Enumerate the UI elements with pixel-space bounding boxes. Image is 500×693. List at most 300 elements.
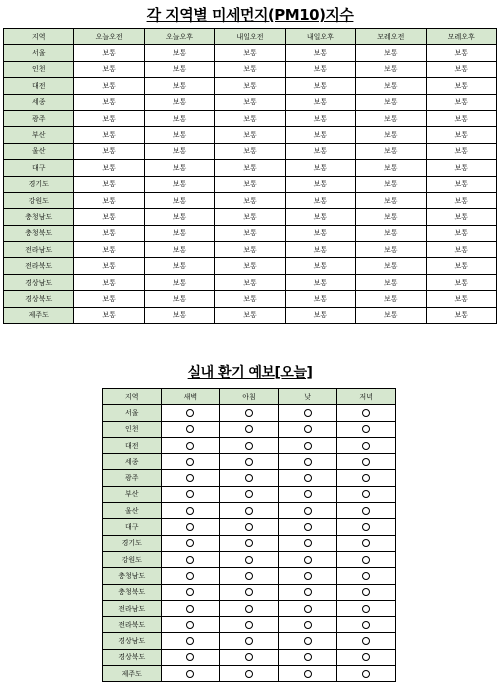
dust-value-cell: 보통 xyxy=(215,209,285,225)
dust-value-cell: 보통 xyxy=(426,258,496,274)
dust-header-cell: 내일오후 xyxy=(285,29,355,45)
circle-good-icon xyxy=(304,572,312,580)
circle-good-icon xyxy=(304,523,312,531)
dust-row xyxy=(4,61,497,77)
dust-value-cell: 보통 xyxy=(144,110,214,126)
dust-value-cell: 보통 xyxy=(285,61,355,77)
dust-table-title: 각 지역별 미세먼지(PM10)지수 xyxy=(146,6,354,24)
ventilation-value-cell xyxy=(161,421,220,437)
circle-good-icon xyxy=(304,425,312,433)
circle-good-icon xyxy=(186,425,194,433)
ventilation-value-cell xyxy=(161,584,220,600)
ventilation-row xyxy=(103,470,396,486)
ventilation-value-cell xyxy=(220,551,279,567)
dust-value-cell: 보통 xyxy=(285,274,355,290)
ventilation-header-cell: 낮 xyxy=(278,389,337,405)
dust-region-cell: 부산 xyxy=(4,127,74,143)
ventilation-value-cell xyxy=(161,519,220,535)
dust-value-cell: 보통 xyxy=(144,192,214,208)
dust-value-cell: 보통 xyxy=(74,242,144,258)
ventilation-value-cell xyxy=(278,535,337,551)
ventilation-value-cell xyxy=(161,617,220,633)
dust-value-cell: 보통 xyxy=(426,61,496,77)
ventilation-value-cell xyxy=(337,405,396,421)
circle-good-icon xyxy=(186,556,194,564)
dust-value-cell: 보통 xyxy=(144,225,214,241)
ventilation-value-cell xyxy=(161,405,220,421)
dust-region-cell: 충청북도 xyxy=(4,225,74,241)
circle-good-icon xyxy=(186,539,194,547)
dust-value-cell: 보통 xyxy=(426,225,496,241)
dust-row xyxy=(4,45,497,61)
ventilation-region-cell: 경상남도 xyxy=(103,633,162,649)
ventilation-value-cell xyxy=(278,486,337,502)
ventilation-row xyxy=(103,551,396,567)
ventilation-value-cell xyxy=(220,519,279,535)
dust-value-cell: 보통 xyxy=(356,78,426,94)
dust-row xyxy=(4,274,497,290)
dust-region-cell: 광주 xyxy=(4,110,74,126)
ventilation-region-cell: 충청북도 xyxy=(103,584,162,600)
circle-good-icon xyxy=(304,670,312,678)
dust-value-cell: 보통 xyxy=(215,45,285,61)
dust-value-cell: 보통 xyxy=(285,45,355,61)
ventilation-row xyxy=(103,649,396,665)
dust-value-cell: 보통 xyxy=(144,61,214,77)
circle-good-icon xyxy=(362,425,370,433)
dust-value-cell: 보통 xyxy=(215,176,285,192)
circle-good-icon xyxy=(245,442,253,450)
ventilation-value-cell xyxy=(220,633,279,649)
ventilation-value-cell xyxy=(337,617,396,633)
ventilation-value-cell xyxy=(278,519,337,535)
ventilation-value-cell xyxy=(161,633,220,649)
dust-row xyxy=(4,78,497,94)
dust-header-cell: 모레오전 xyxy=(356,29,426,45)
dust-value-cell: 보통 xyxy=(356,258,426,274)
dust-value-cell: 보통 xyxy=(356,209,426,225)
dust-value-cell: 보통 xyxy=(356,242,426,258)
dust-header-cell: 내일오전 xyxy=(215,29,285,45)
ventilation-row xyxy=(103,437,396,453)
dust-value-cell: 보통 xyxy=(144,160,214,176)
ventilation-region-cell: 경기도 xyxy=(103,535,162,551)
dust-region-cell: 전라남도 xyxy=(4,242,74,258)
dust-value-cell: 보통 xyxy=(356,176,426,192)
ventilation-region-cell: 경상북도 xyxy=(103,649,162,665)
ventilation-value-cell xyxy=(220,437,279,453)
dust-value-cell: 보통 xyxy=(215,307,285,323)
circle-good-icon xyxy=(362,507,370,515)
dust-row xyxy=(4,127,497,143)
ventilation-value-cell xyxy=(220,486,279,502)
dust-value-cell: 보통 xyxy=(74,209,144,225)
circle-good-icon xyxy=(245,621,253,629)
dust-value-cell: 보통 xyxy=(285,127,355,143)
ventilation-row xyxy=(103,454,396,470)
dust-row xyxy=(4,192,497,208)
circle-good-icon xyxy=(362,539,370,547)
circle-good-icon xyxy=(245,507,253,515)
dust-value-cell: 보통 xyxy=(215,242,285,258)
dust-value-cell: 보통 xyxy=(356,225,426,241)
ventilation-row xyxy=(103,503,396,519)
dust-value-cell: 보통 xyxy=(74,160,144,176)
circle-good-icon xyxy=(245,458,253,466)
dust-value-cell: 보통 xyxy=(426,209,496,225)
circle-good-icon xyxy=(186,458,194,466)
dust-value-cell: 보통 xyxy=(426,291,496,307)
ventilation-row xyxy=(103,633,396,649)
ventilation-value-cell xyxy=(337,551,396,567)
dust-region-cell: 경상남도 xyxy=(4,274,74,290)
dust-row xyxy=(4,225,497,241)
dust-value-cell: 보통 xyxy=(215,258,285,274)
dust-value-cell: 보통 xyxy=(285,307,355,323)
dust-value-cell: 보통 xyxy=(144,176,214,192)
dust-value-cell: 보통 xyxy=(285,143,355,159)
ventilation-row xyxy=(103,600,396,616)
dust-value-cell: 보통 xyxy=(144,45,214,61)
dust-value-cell: 보통 xyxy=(285,110,355,126)
dust-value-cell: 보통 xyxy=(74,110,144,126)
dust-value-cell: 보통 xyxy=(356,291,426,307)
circle-good-icon xyxy=(245,539,253,547)
circle-good-icon xyxy=(304,653,312,661)
ventilation-value-cell xyxy=(337,600,396,616)
circle-good-icon xyxy=(186,588,194,596)
dust-value-cell: 보통 xyxy=(215,192,285,208)
circle-good-icon xyxy=(245,490,253,498)
circle-good-icon xyxy=(362,653,370,661)
circle-good-icon xyxy=(304,490,312,498)
ventilation-region-cell: 충청남도 xyxy=(103,568,162,584)
circle-good-icon xyxy=(186,409,194,417)
dust-value-cell: 보통 xyxy=(285,225,355,241)
circle-good-icon xyxy=(186,523,194,531)
ventilation-value-cell xyxy=(337,519,396,535)
ventilation-value-cell xyxy=(161,600,220,616)
ventilation-value-cell xyxy=(220,649,279,665)
dust-value-cell: 보통 xyxy=(426,110,496,126)
dust-region-cell: 강원도 xyxy=(4,192,74,208)
ventilation-value-cell xyxy=(337,454,396,470)
circle-good-icon xyxy=(245,474,253,482)
ventilation-value-cell xyxy=(161,470,220,486)
dust-value-cell: 보통 xyxy=(356,45,426,61)
ventilation-row xyxy=(103,584,396,600)
circle-good-icon xyxy=(304,621,312,629)
ventilation-value-cell xyxy=(161,649,220,665)
dust-value-cell: 보통 xyxy=(356,127,426,143)
dust-value-cell: 보통 xyxy=(74,192,144,208)
dust-value-cell: 보통 xyxy=(215,110,285,126)
circle-good-icon xyxy=(304,637,312,645)
dust-region-cell: 인천 xyxy=(4,61,74,77)
ventilation-value-cell xyxy=(220,600,279,616)
dust-value-cell: 보통 xyxy=(285,192,355,208)
ventilation-header-cell: 아침 xyxy=(220,389,279,405)
ventilation-value-cell xyxy=(220,405,279,421)
circle-good-icon xyxy=(362,523,370,531)
dust-value-cell: 보통 xyxy=(144,258,214,274)
dust-header-cell: 오늘오전 xyxy=(74,29,144,45)
dust-value-cell: 보통 xyxy=(356,94,426,110)
dust-region-cell: 경기도 xyxy=(4,176,74,192)
ventilation-row xyxy=(103,666,396,682)
ventilation-value-cell xyxy=(278,421,337,437)
circle-good-icon xyxy=(186,490,194,498)
dust-region-cell: 경상북도 xyxy=(4,291,74,307)
dust-value-cell: 보통 xyxy=(285,78,355,94)
dust-value-cell: 보통 xyxy=(215,78,285,94)
dust-value-cell: 보통 xyxy=(144,127,214,143)
dust-row xyxy=(4,209,497,225)
dust-row xyxy=(4,258,497,274)
dust-value-cell: 보통 xyxy=(144,209,214,225)
dust-value-cell: 보통 xyxy=(285,209,355,225)
dust-header-cell: 모레오후 xyxy=(426,29,496,45)
dust-value-cell: 보통 xyxy=(356,61,426,77)
ventilation-value-cell xyxy=(278,454,337,470)
ventilation-value-cell xyxy=(337,535,396,551)
circle-good-icon xyxy=(362,588,370,596)
ventilation-table xyxy=(102,388,396,682)
ventilation-value-cell xyxy=(337,421,396,437)
dust-value-cell: 보통 xyxy=(215,274,285,290)
dust-value-cell: 보통 xyxy=(215,94,285,110)
dust-region-cell: 서울 xyxy=(4,45,74,61)
ventilation-value-cell xyxy=(337,649,396,665)
dust-value-cell: 보통 xyxy=(144,143,214,159)
ventilation-value-cell xyxy=(337,666,396,682)
ventilation-value-cell xyxy=(220,470,279,486)
circle-good-icon xyxy=(362,621,370,629)
dust-row xyxy=(4,143,497,159)
ventilation-value-cell xyxy=(161,486,220,502)
dust-value-cell: 보통 xyxy=(356,110,426,126)
dust-row xyxy=(4,110,497,126)
ventilation-value-cell xyxy=(278,617,337,633)
ventilation-row xyxy=(103,486,396,502)
circle-good-icon xyxy=(304,474,312,482)
dust-region-cell: 충청남도 xyxy=(4,209,74,225)
dust-value-cell: 보통 xyxy=(356,160,426,176)
dust-region-cell: 울산 xyxy=(4,143,74,159)
ventilation-row xyxy=(103,405,396,421)
circle-good-icon xyxy=(245,588,253,596)
dust-value-cell: 보통 xyxy=(74,258,144,274)
ventilation-header-cell: 새벽 xyxy=(161,389,220,405)
circle-good-icon xyxy=(362,670,370,678)
dust-value-cell: 보통 xyxy=(74,291,144,307)
ventilation-value-cell xyxy=(337,437,396,453)
circle-good-icon xyxy=(304,409,312,417)
ventilation-value-cell xyxy=(220,584,279,600)
ventilation-value-cell xyxy=(337,470,396,486)
dust-region-cell: 대전 xyxy=(4,78,74,94)
dust-value-cell: 보통 xyxy=(426,160,496,176)
ventilation-header-cell: 저녁 xyxy=(337,389,396,405)
circle-good-icon xyxy=(186,605,194,613)
dust-region-cell: 대구 xyxy=(4,160,74,176)
ventilation-value-cell xyxy=(220,568,279,584)
dust-value-cell: 보통 xyxy=(285,258,355,274)
dust-value-cell: 보통 xyxy=(356,274,426,290)
dust-value-cell: 보통 xyxy=(215,291,285,307)
circle-good-icon xyxy=(304,458,312,466)
dust-row xyxy=(4,94,497,110)
ventilation-value-cell xyxy=(278,649,337,665)
circle-good-icon xyxy=(362,490,370,498)
circle-good-icon xyxy=(362,442,370,450)
dust-value-cell: 보통 xyxy=(74,307,144,323)
dust-value-cell: 보통 xyxy=(285,176,355,192)
ventilation-value-cell xyxy=(278,584,337,600)
dust-value-cell: 보통 xyxy=(144,291,214,307)
dust-value-cell: 보통 xyxy=(426,94,496,110)
circle-good-icon xyxy=(186,474,194,482)
circle-good-icon xyxy=(186,653,194,661)
ventilation-value-cell xyxy=(278,666,337,682)
circle-good-icon xyxy=(186,442,194,450)
dust-value-cell: 보통 xyxy=(426,176,496,192)
dust-value-cell: 보통 xyxy=(144,242,214,258)
ventilation-value-cell xyxy=(220,421,279,437)
circle-good-icon xyxy=(362,458,370,466)
circle-good-icon xyxy=(362,474,370,482)
ventilation-region-cell: 전라남도 xyxy=(103,600,162,616)
circle-good-icon xyxy=(186,637,194,645)
ventilation-row xyxy=(103,568,396,584)
ventilation-table-body xyxy=(103,405,396,682)
dust-region-cell: 전라북도 xyxy=(4,258,74,274)
circle-good-icon xyxy=(245,653,253,661)
ventilation-value-cell xyxy=(220,454,279,470)
dust-value-cell: 보통 xyxy=(285,291,355,307)
circle-good-icon xyxy=(304,507,312,515)
dust-value-cell: 보통 xyxy=(356,192,426,208)
dust-value-cell: 보통 xyxy=(426,143,496,159)
circle-good-icon xyxy=(304,442,312,450)
ventilation-value-cell xyxy=(278,551,337,567)
ventilation-value-cell xyxy=(278,470,337,486)
ventilation-value-cell xyxy=(337,584,396,600)
ventilation-region-cell: 세종 xyxy=(103,454,162,470)
dust-value-cell: 보통 xyxy=(426,307,496,323)
ventilation-value-cell xyxy=(337,633,396,649)
circle-good-icon xyxy=(304,605,312,613)
ventilation-value-cell xyxy=(220,617,279,633)
circle-good-icon xyxy=(186,572,194,580)
ventilation-value-cell xyxy=(161,503,220,519)
ventilation-row xyxy=(103,421,396,437)
ventilation-region-cell: 대구 xyxy=(103,519,162,535)
dust-value-cell: 보통 xyxy=(74,61,144,77)
ventilation-value-cell xyxy=(278,600,337,616)
ventilation-header-row xyxy=(103,389,396,405)
circle-good-icon xyxy=(362,605,370,613)
dust-value-cell: 보통 xyxy=(144,307,214,323)
ventilation-row xyxy=(103,617,396,633)
dust-value-cell: 보통 xyxy=(285,160,355,176)
ventilation-value-cell xyxy=(161,535,220,551)
ventilation-value-cell xyxy=(161,551,220,567)
circle-good-icon xyxy=(304,556,312,564)
dust-value-cell: 보통 xyxy=(285,242,355,258)
ventilation-value-cell xyxy=(278,405,337,421)
ventilation-region-cell: 강원도 xyxy=(103,551,162,567)
ventilation-region-cell: 인천 xyxy=(103,421,162,437)
dust-value-cell: 보통 xyxy=(215,143,285,159)
dust-value-cell: 보통 xyxy=(285,94,355,110)
dust-header-cell: 지역 xyxy=(4,29,74,45)
circle-good-icon xyxy=(245,425,253,433)
circle-good-icon xyxy=(304,539,312,547)
fine-dust-table xyxy=(3,28,497,324)
dust-value-cell: 보통 xyxy=(144,274,214,290)
ventilation-region-cell: 울산 xyxy=(103,503,162,519)
dust-region-cell: 제주도 xyxy=(4,307,74,323)
ventilation-region-cell: 부산 xyxy=(103,486,162,502)
circle-good-icon xyxy=(362,572,370,580)
ventilation-region-cell: 서울 xyxy=(103,405,162,421)
ventilation-value-cell xyxy=(161,437,220,453)
ventilation-table-title: 실내 환기 예보[오늘] xyxy=(187,365,313,381)
circle-good-icon xyxy=(186,621,194,629)
circle-good-icon xyxy=(186,670,194,678)
dust-table-body xyxy=(4,45,497,324)
ventilation-value-cell xyxy=(278,503,337,519)
circle-good-icon xyxy=(304,588,312,596)
ventilation-region-cell: 전라북도 xyxy=(103,617,162,633)
dust-row xyxy=(4,160,497,176)
dust-header-cell: 오늘오후 xyxy=(144,29,214,45)
dust-value-cell: 보통 xyxy=(74,45,144,61)
dust-header-row xyxy=(4,29,497,45)
dust-value-cell: 보통 xyxy=(74,225,144,241)
dust-value-cell: 보통 xyxy=(144,78,214,94)
dust-value-cell: 보통 xyxy=(215,61,285,77)
ventilation-value-cell xyxy=(337,503,396,519)
dust-row xyxy=(4,291,497,307)
ventilation-value-cell xyxy=(337,568,396,584)
ventilation-value-cell xyxy=(161,454,220,470)
circle-good-icon xyxy=(245,556,253,564)
ventilation-row xyxy=(103,519,396,535)
ventilation-row xyxy=(103,535,396,551)
circle-good-icon xyxy=(245,670,253,678)
circle-good-icon xyxy=(186,507,194,515)
circle-good-icon xyxy=(362,637,370,645)
circle-good-icon xyxy=(245,409,253,417)
ventilation-value-cell xyxy=(161,568,220,584)
dust-row xyxy=(4,242,497,258)
dust-value-cell: 보통 xyxy=(356,307,426,323)
ventilation-value-cell xyxy=(220,535,279,551)
ventilation-region-cell: 대전 xyxy=(103,437,162,453)
dust-value-cell: 보통 xyxy=(426,274,496,290)
dust-value-cell: 보통 xyxy=(215,127,285,143)
dust-value-cell: 보통 xyxy=(74,127,144,143)
ventilation-region-cell: 제주도 xyxy=(103,666,162,682)
dust-value-cell: 보통 xyxy=(426,78,496,94)
ventilation-value-cell xyxy=(161,666,220,682)
dust-row xyxy=(4,176,497,192)
ventilation-value-cell xyxy=(278,633,337,649)
dust-region-cell: 세종 xyxy=(4,94,74,110)
dust-value-cell: 보통 xyxy=(144,94,214,110)
